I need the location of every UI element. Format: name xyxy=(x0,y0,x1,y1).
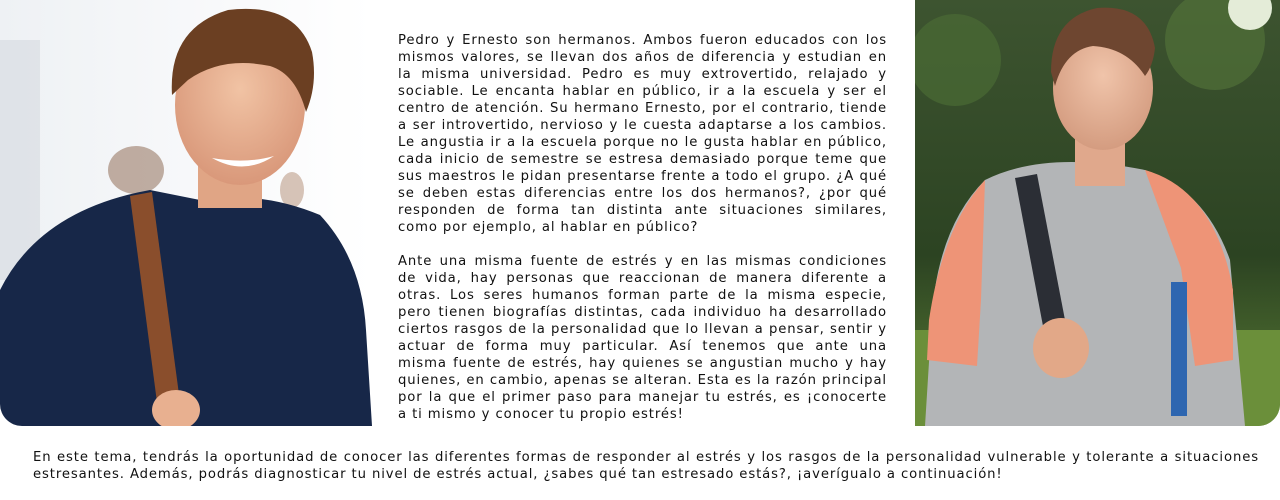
ernesto-photo xyxy=(915,0,1280,426)
paragraph-stress-reactions: Ante una misma fuente de estrés y en las mismas condiciones de vida, hay personas que reaccionan de manera diferente a otras. Los seres humanos forman parte de la misma especie, pero tienen biografías distintas, cada individuo ha desarrollado ciertos rasgos de la personalidad que lo llevan a pensar, sentir y actuar de forma muy particular. Así tenemos que ante una misma fuente de estrés, hay quienes se angustian mucho y hay quienes, en cambio, apenas se alteran. Esta es la razón principal por la que el primer paso para manejar tu estrés, es ¡conocerte a ti mismo y conocer tu propio estrés! xyxy=(398,254,887,422)
paragraph-siblings-story: Pedro y Ernesto son hermanos. Ambos fueron educados con los mismos valores, se llevan dos años de diferencia y estudian en la misma universidad. Pedro es muy extrovertido, relajado y sociable. Le encanta hablar en público, ir a la escuela y ser el centro de atención. Su hermano Ernesto, por el contrario, tiende a ser introvertido, nervioso y le cuesta adaptarse a los cambios. Le angustia ir a la escuela porque no le gusta hablar en público, cada inicio de semestre se estresa demasiado porque teme que sus maestros le pidan presentarse frente a todo el grupo. ¿A qué se deben estas diferencias entre los dos hermanos?, ¿por qué responden de forma tan distinta ante situaciones similares, como por ejemplo, al hablar en público? xyxy=(398,33,887,235)
article-body xyxy=(398,32,887,440)
topic-intro-footer: En este tema, tendrás la oportunidad de conocer las diferentes formas de responder al estrés y los rasgos de la personalidad vulnerable y tolerante a situaciones estresantes. Además, podrás diagnosticar tu nivel de estrés actual, ¿sabes qué tan estresado estás?, ¡averígualo a continuación! xyxy=(33,450,1259,482)
pedro-photo xyxy=(0,0,372,426)
